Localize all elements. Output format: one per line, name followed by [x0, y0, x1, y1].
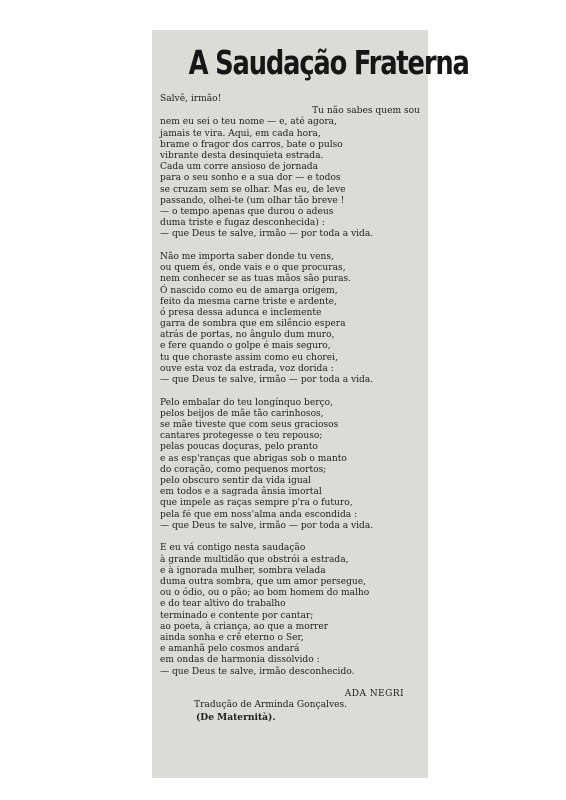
- poem-line: que impele as raças sempre p'ra o futuro,: [160, 498, 353, 509]
- poem-line: em todos e a sagrada ânsia imortal: [160, 487, 322, 498]
- poem-line: — que Deus te salve, irmão — por toda a vida.: [160, 229, 374, 240]
- poem-body: [160, 94, 420, 723]
- poem-line: brame o fragor dos carros, bate o pulso: [160, 139, 343, 150]
- poem-line: — que Deus te salve, irmão desconhecido.: [160, 666, 355, 677]
- poem-line: pelas poucas doçuras, pelo pranto: [160, 442, 318, 453]
- poem-stanza: [160, 106, 420, 240]
- poem-title: A Saudação Fraterna: [188, 43, 469, 82]
- poem-line: pela fé que em noss'alma anda escondida :: [160, 509, 358, 520]
- poem-line: — o tempo apenas que durou o adeus: [160, 206, 334, 217]
- poem-stanza: [160, 543, 420, 677]
- poem-line: Pelo embalar do teu longínquo berço,: [160, 397, 334, 408]
- poem-line: jamais te vira. Aqui, em cada hora,: [160, 128, 321, 139]
- poem-line: e à ignorada mulher, sombra velada: [160, 565, 326, 576]
- poem-line: terminado e contente por cantar;: [160, 610, 314, 621]
- poem-line: para o seu sonho e a sua dor — e todos: [160, 173, 341, 184]
- poem-line: ou quem és, onde vais e o que procuras,: [160, 263, 346, 274]
- poem-line: cantares protegesse o teu repouso;: [160, 431, 323, 442]
- poem-line: Ó nascido como eu de amarga origem,: [160, 285, 338, 296]
- poem-line: duma outra sombra, que um amor persegue,: [160, 577, 367, 587]
- poem-line: nem conhecer se as tuas mãos são puras.: [160, 274, 352, 285]
- poem-line: E eu vá contigo nesta saudação: [160, 543, 306, 554]
- newspaper-clipping: [152, 30, 469, 778]
- poem-line: se cruzam sem se olhar. Mas eu, de leve: [160, 184, 346, 195]
- poem-line: garra de sombra que em silêncio espera: [160, 319, 346, 330]
- poem-line: vibrante desta desinquieta estrada.: [160, 150, 324, 161]
- poem-line: — que Deus te salve, irmão — por toda a vida.: [160, 375, 374, 385]
- poem-line: e amanhã pelo cosmos andará: [160, 644, 300, 655]
- poem-line: passando, olhei-te (um olhar tão breve !: [160, 195, 345, 206]
- poem-line: duma triste e fugaz desconhecida) :: [160, 218, 325, 229]
- poem-line: ouve esta voz da estrada, voz dorida :: [160, 363, 334, 374]
- poem-line: ao poeta, à criança, ao que a morrer: [160, 621, 329, 632]
- poem-line: ó presa dessa adunca e inclemente: [160, 307, 322, 318]
- poem-line: Cada um corre ansioso de jornada: [160, 162, 319, 173]
- poem-stanza: [160, 398, 420, 532]
- poem-line: feito da mesma carne triste e ardente,: [160, 296, 337, 307]
- poem-line: tu que choraste assim como eu chorei,: [160, 352, 338, 363]
- poem-line: Não me importa saber donde tu vens,: [160, 251, 334, 262]
- poem-author: ADA NEGRI: [344, 689, 404, 700]
- poem-stanzas: [160, 106, 420, 678]
- poem-line: atrás de portas, no ângulo dum muro,: [160, 330, 335, 341]
- poem-line: ou o ódio, ou o pão; ao bom homem do malho: [160, 588, 370, 599]
- poem-line: e fere quando o golpe é mais seguro,: [160, 341, 331, 352]
- poem-line: e do tear altivo do trabalho: [160, 599, 286, 610]
- poem-line: Tu não sabes quem sou: [312, 106, 420, 117]
- poem-stanza: [160, 252, 420, 386]
- poem-line: e as esp'ranças que abrigas sob o manto: [160, 453, 347, 464]
- poem-line: ainda sonha e crê eterno o Ser,: [160, 632, 304, 643]
- source-note: (De Maternità).: [196, 711, 276, 723]
- translation-credit: Tradução de Arminda Gonçalves.: [194, 700, 348, 711]
- poem-line: se mãe tiveste que com seus graciosos: [160, 420, 339, 431]
- poem-line: do coração, como pequenos mortos;: [160, 464, 327, 475]
- poem-line: nem eu sei o teu nome — e, até agora,: [160, 117, 337, 128]
- poem-line: — que Deus te salve, irmão — por toda a vida.: [160, 520, 374, 531]
- poem-greeting: Salvê, irmão!: [160, 94, 222, 104]
- poem-line: à grande multidão que obstrói a estrada,: [160, 554, 349, 565]
- poem-line: em ondas de harmonia dissolvido :: [160, 655, 320, 666]
- poem-line: pelo obscuro sentir da vida igual: [160, 476, 312, 486]
- poem-line: pelos beijos de mãe tão carinhosos,: [160, 408, 324, 419]
